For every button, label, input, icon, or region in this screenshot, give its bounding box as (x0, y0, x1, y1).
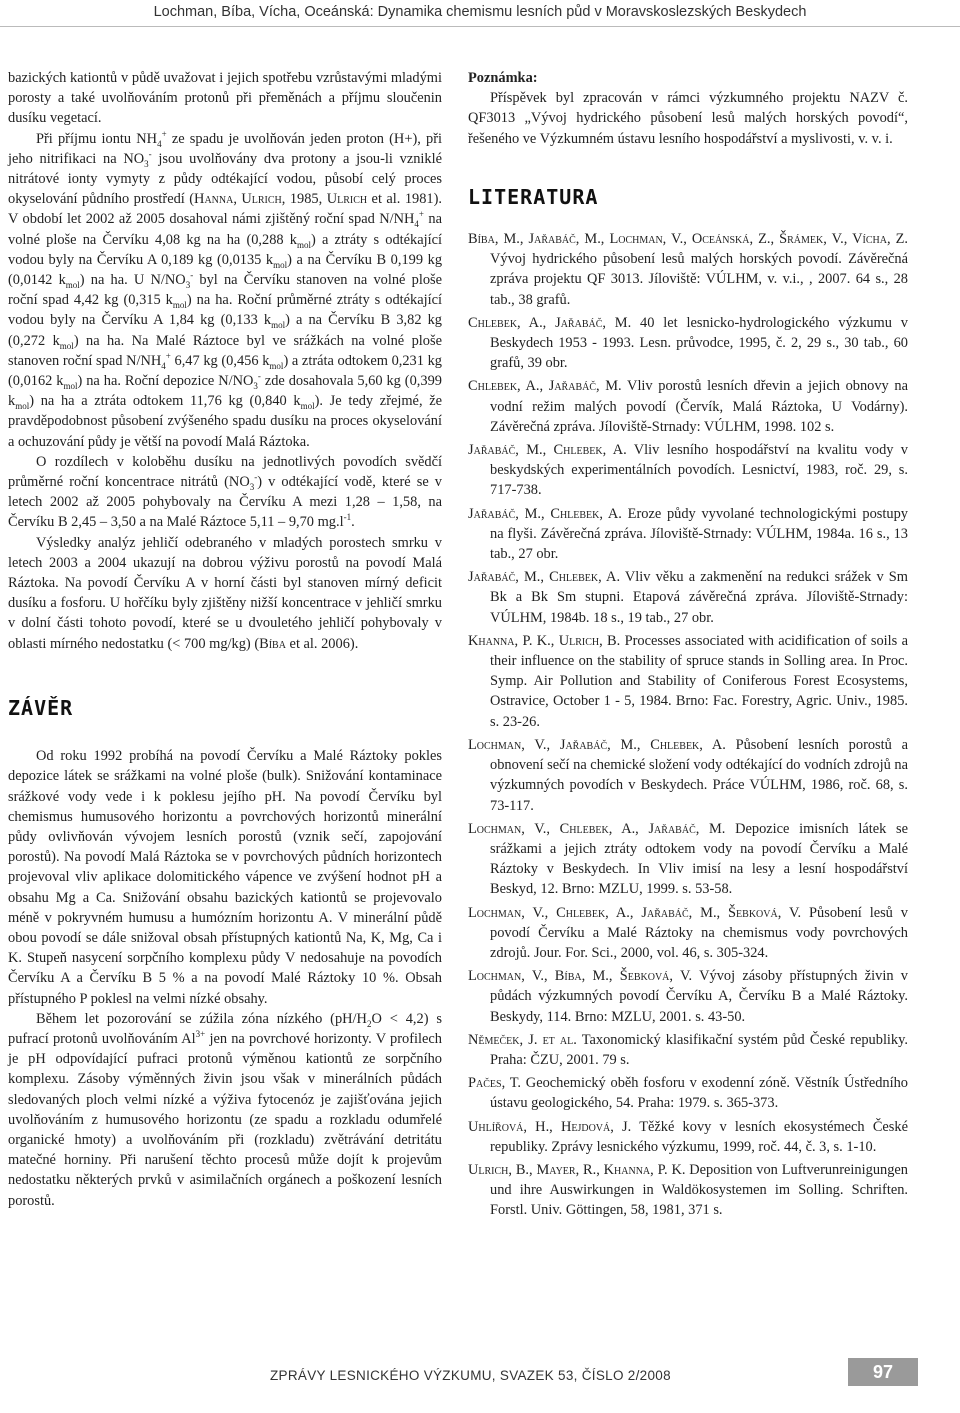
right-column (468, 68, 908, 1224)
reference-item: Jařabáč, M., Chlebek, A. Vliv věku a zakmenění na redukci srážek v Sm Bk a Bk Sm stupni. Etapová závěrečná zpráva. Jíloviště-Strnady: VÚLHM, 1984b. 18 s., 19 tab., 27 obr. (468, 569, 908, 626)
page-footer (0, 1358, 960, 1392)
reference-item: Jařabáč, M., Chlebek, A. Eroze půdy vyvolané technologickými postupy na flyši. Závěrečná zpráva. Jíloviště-Strnady: VÚLHM, 1984a. 16 s., 13 tab., 27 obr. (468, 505, 908, 563)
reference-item: Pačes, T. Geochemický oběh fosforu v exodenní zóně. Věstník Ústředního ústavu geologického, 54. Praha: 1979. s. 365-373. (468, 1075, 908, 1112)
reference-item: Bíba, M., Jařabáč, M., Lochman, V., Oceánská, Z., Šrámek, V., Vícha, Z. Vývoj hydrického působení lesů malých horských povodí. Závěrečná zpráva projektu QF 3013. Jíloviště: VÚLHM, v. v.i., , 2007. 64 s., 28 tab., 38 grafů. (468, 231, 908, 308)
reference-item: Lochman, V., Jařabáč, M., Chlebek, A. Působení lesních porostů a obnovení sečí na chemické složení vody odtékající do vodních zdrojů na výzkumných povodích v Beskydech. Práce VÚLHM, 1986, roč. 68, s. 73-117. (468, 736, 909, 814)
section-heading-zaver: ZÁVĚR (8, 695, 74, 720)
paragraph-6: Během let pozorování se zúžila zóna nízkého $(pH/H_2O < 4,2)$ s pufrací protonů uvolňováním $Al^{3+}$ jen na povrchové horizonty. V profilech je pH odpovídající pufraci protonů výměnou kationtů ze sorpčního komplexu. Zásoby výměnných živin jsou však v minerálních půdách sledovaných ploch velmi nízké a výživa fytocenóz je zajišťována jejich uvolňováním z humusového horizontu (ze spadu a rozkladu odumřelé organické hmoty) a uvolňováním při (rozkladu) zvětrávání detritátu matečné horniny. Při narušení těchto procesů může dojít k projevům nedostatku některých prvků v asimilačních orgánech a poškození lesních porostů. (8, 1010, 442, 1209)
paragraph-1: bazických kationtů v půdě uvažovat i jejich spotřebu vzrůstavými mladými porosty a také uvolňováním protonů při přeměnách a příjmu sloučenin dusíku vegetací. (8, 70, 442, 127)
reference-item: Chlebek, A., Jařabáč, M. 40 let lesnicko-hydrologického výzkumu v Beskydech 1953 - 1993. Lesn. průvodce, 1995, č. 2, 29 s., 30 tab., 60 grafů, 39 obr. (468, 314, 908, 372)
reference-item: Jařabáč, M., Chlebek, A. Vliv lesního hospodářství na kvalitu vody v beskydských experimentálních povodích. Lesnictví, 1983, roč. 29, s. 717-738. (468, 442, 908, 499)
reference-item: Uhlířová, H., Hejdová, J. Těžké kovy v lesních ekosystémech České republiky. Zprávy lesnického výzkumu, 1999, roč. 44, č. 3, s. 1-10. (468, 1118, 908, 1155)
reference-item: Lochman, V., Bíba, M., Šebková, V. Vývoj zásoby přístupných živin v půdách výzkumných povodí Červíku A, Červíku B a Malé Ráztoky. Beskydy, 114. Brno: MZLU, 2001. s. 43-50. (468, 968, 908, 1025)
paragraph-4: Výsledky analýz jehličí odebraného v mladých porostech smrku v letech 2003 a 2004 ukazují na dobrou výživu porostů na povodí Malá Ráztoka. Na povodí Červíku A v horní části byl stanoven mírný deficit dusíku a fosforu. U hořčíku byly zjištěny nižší koncentrace v jehličí smrku v dolní části tohoto povodí, které se u dvouletého jehličí pohybovaly v oblasti mírného nedostatku (< 700 mg/kg) (Bíba et al. 2006). (8, 534, 442, 652)
reference-item: Lochman, V., Chlebek, A., Jařabáč, M. Depozice imisních látek se srážkami a jejich ztráty odtokem vody na povodí Červíku a Malé Ráztoky v Beskydech. In Vliv imisí na lesy a lesní hospodářství Beskyd, 12. Brno: MZLU, 1999. s. 53-58. (468, 820, 908, 898)
reference-item: Němeček, J. et al. Taxonomický klasifikační systém půd České republiky. Praha: ČZU, 2001. 79 s. (468, 1031, 908, 1068)
journal-title: ZPRÁVY LESNICKÉHO VÝZKUMU, SVAZEK 53, ČÍSLO 2/2008 (270, 1368, 671, 1383)
reference-item: Ulrich, B., Mayer, R., Khanna, P. K. Deposition von Luftverunreinigungen und ihre Auswirkungen in Waldökosystemen im Solling. Schriften. Forstl. Univ. Göttingen, 58, 1981, 371 s. (468, 1161, 908, 1219)
running-header (0, 0, 960, 27)
left-column (8, 68, 442, 1211)
note-title: Poznámka: (468, 70, 538, 86)
reference-list (468, 229, 908, 1221)
reference-item: Lochman, V., Chlebek, A., Jařabáč, M., Šebková, V. Působení lesů v povodí Červíku a Malé Ráztoky na chemismus vody povrchových zdrojů. Jour. For. Sci., 2000, vol. 46, s. 305-324. (468, 904, 908, 961)
page-number: 97 (848, 1358, 918, 1386)
running-title: Lochman, Bíba, Vícha, Oceánská: Dynamika chemismu lesních půd v Moravskoslezských Beskydech (153, 4, 807, 20)
paragraph-3: O rozdílech v koloběhu dusíku na jednotlivých povodích svědčí průměrné roční koncentrace nitrátů $(NO_3^-)$ v odtékající vodě, které se v letech 2002 až 2005 pohybovaly na Červíku A mezi 1,28 – 1,58, na Červíku B 2,45 – 3,50 a na Malé Ráztoce 5,11 – 9,70 $mg.l^{-1}$. (8, 453, 442, 531)
reference-item: Khanna, P. K., Ulrich, B. Processes associated with acidification of soils a their influence on the stability of spruce stands in Solling area. In Proc. Symp. Air Pollution and Stability of Coniferous Forest Ecosystems, Ostravice, October 1 - 5, 1984. Brno: Fac. Forestry, Agric. Univ., 1985. s. 23-26. (468, 632, 908, 730)
reference-item: Chlebek, A., Jařabáč, M. Vliv porostů lesních dřevin a jejich obnovy na vodní režim malých povodí (Červík, Malá Ráztoka, U Vodárny). Závěrečná zpráva. Jíloviště-Strnady: VÚLHM, 1998. 102 s. (468, 378, 908, 435)
section-heading-literatura: LITERATURA (468, 184, 599, 209)
paragraph-5: Od roku 1992 probíhá na povodí Červíku a Malé Ráztoky pokles depozice látek se srážkami na volné ploše (bulk). Snižování kontaminace srážkové vody vede i k poklesu jejího pH. Na povodí Červíku byl chemismus humusového horizontu a povrchových horizontů minerální půdy ovlivňován vývojem lesních porostů (vznik sečí, zapojování porostů). Na povodí Malá Ráztoka se v povrchových půdních horizontech projevoval vliv aplikace dolomitického vápence ve zvýšení hodnot pH a obsahu Mg a Ca. Snižování obsahu bazických kationtů se projevovalo méně v pokryvném humusu a humózním horizontu A. V minerální půdě obou povodí se dále snižoval obsah přístupných kationtů Na, K, Mg, Ca i K. Stupeň nasycení sorpčního komplexu půdy V nedosahuje na povodích Červíku A a Červíku B 5 % a na povodí Malé Ráztoky 10 %. Obsah přístupného P poklesl na velmi nízké obsahy. (8, 748, 442, 1007)
paragraph-2: Při příjmu iontu $NH_4^+$ ze spadu je uvolňován jeden proton (H+), při jeho nitrifikaci na $NO_3^-$ jsou uvolňovány dva protony a jsou-li vzniklé nitrátové ionty vymyty z půdy odtékající vodou, působí celý proces okyselování půdního prostředí (Hanna, Ulrich, 1985, Ulrich et al. 1981). V období let 2002 až 2005 dosahoval námi zjištěný roční spad $N/NH_4^+$ na volné ploše na Červíku 4,08 kg na ha (0,288 $k_{mol}$) a ztráty s odtékající vodou byly na Červíku A 0,189 kg (0,0135 $k_{mol}$) a na Červíku B 0,199 kg (0,0142 $k_{mol}$) na ha. U $N/NO_3^-$ byl na Červíku stanoven na volné ploše roční spad 4,42 kg (0,315 $k_{mol}$) na ha. Roční průměrné ztráty s odtékající vodou byly na Červíku A 1,84 kg (0,133 $k_{mol}$) a na Červíku B 3,82 kg (0,272 $k_{mol}$) na ha. Na Malé Ráztoce byl ve srážkách na volné ploše stanoven roční spad $N/NH_4^+$ 6,47 kg (0,456 $k_{mol}$) a ztráta odtokem 0,231 kg (0,0162 $k_{mol}$) na ha. Roční depozice $N/NO_3^-$ zde dosahovala 5,60 kg (0,399 $k_{mol}$) na ha a ztráta odtokem 11,76 kg (0,840 $k_{mol}$). Je tedy zřejmé, že pravděpodobnost působení zvýšeného spadu dusíku na proces okyselování a ochuzování půdy je větší na povodí Malá Ráztoka. (8, 128, 443, 450)
note-text: Příspěvek byl zpracován v rámci výzkumného projektu NAZV č. QF3013 „Vývoj hydrického působení lesů malých horských povodí“, řešeného ve Výzkumném ústavu lesního hospodářství a myslivosti, v. v. i. (468, 90, 908, 147)
